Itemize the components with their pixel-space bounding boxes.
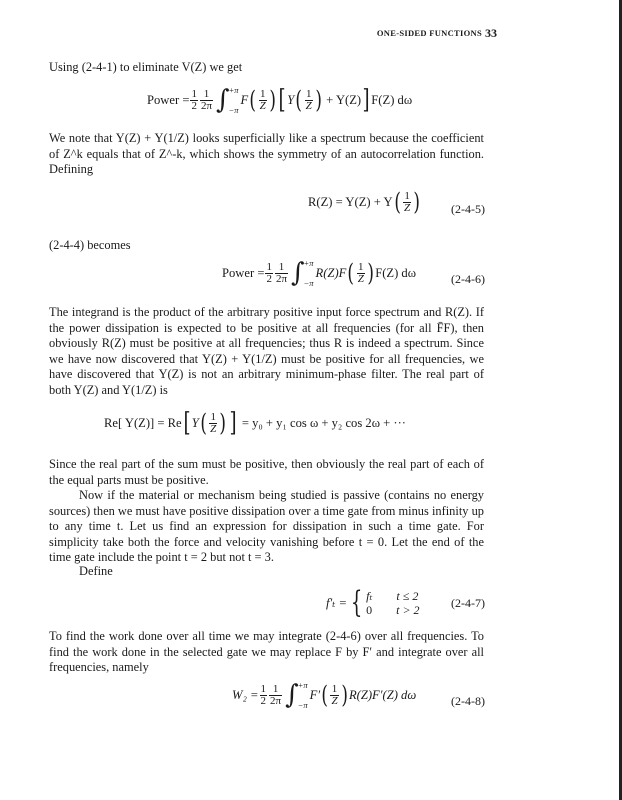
eq1-integral: ∫ +π −π xyxy=(216,85,239,115)
eq1-F: F xyxy=(240,92,249,107)
paragraph-1: Using (2-4-1) to eliminate V(Z) we get xyxy=(49,60,243,74)
paragraph-4: The integrand is the product of the arbitrary positive input force spectrum and R(Z). If the power dissipation is expected to be positive at all frequencies (for all F̄F), then obviously R(Z) must be positive at all frequencies; thus R is indeed a spectrum. Since we have now discovered that Y(Z) + Y(1/Z) must be positive for all frequencies, we have discovered that Y(Z) is not an arbitrary minimum-phase filter. The real part of both Y(Z) and Y(1/Z) is xyxy=(49,305,484,397)
equation-2-4-7 xyxy=(326,585,420,620)
paragraph-6: Now if the material or mechanism being studied is passive (contains no energy sources) then we must have positive dissipation over a time gate from minus infinity up to any time t. Let us find an expression for dissipation in such a time gate. For simplicity take both the force and velocity vanishing before t = 0. Let the end of the time gate include the point t = 2 but not t = 3. xyxy=(49,488,484,565)
eq247-cases: { fₜ t ≤ 2 0 t > 2 xyxy=(350,585,420,620)
eq1-frac-a: $\frac{1}{2}$ xyxy=(191,87,197,112)
eq245-lhs: R(Z) = Y(Z) + Y xyxy=(308,194,393,209)
paragraph-2: We note that Y(Z) + Y(1/Z) looks superficially like a spectrum because the coefficient of Z^k equals that of Z^-k, which shows the symmetry of an autocorrelation function. Defining xyxy=(49,131,484,177)
equation-2-4-8: W₂ = $\frac{1}{2}$ $\frac{1}{2\pi}$ ∫ +π −π F′ ( $\frac{1}{Z}$ ) R(Z)F′(Z) dω xyxy=(232,680,417,710)
eq247-lhs: f′ₜ = xyxy=(326,596,348,610)
equation-real-part: Re[ Y(Z)] = Re [ Y ( $\frac{1}{Z}$ ) ] = y₀ + y₁ cos ω + y₂ cos 2ω + ··· xyxy=(104,408,406,438)
eq1-Y: Y xyxy=(287,92,295,107)
paragraph-5: Since the real part of the sum must be positive, then obviously the real part of each of the equal parts must be positive. xyxy=(49,457,484,487)
paragraph-7: Define xyxy=(79,564,113,578)
equation-2-4-6: Power = $\frac{1}{2}$ $\frac{1}{2\pi}$ ∫ +π −π R(Z)F ( $\frac{1}{Z}$ ) F(Z) dω xyxy=(222,258,417,288)
eq248-lhs: W₂ = xyxy=(232,687,259,702)
eq1-tail: F(Z) dω xyxy=(371,92,413,107)
eq-number-2-4-7: (2-4-7) xyxy=(451,596,485,610)
eq246-integral: ∫ +π −π xyxy=(291,258,314,288)
eq1-lhs: Power = xyxy=(147,92,190,107)
eqre-rhs: = y₀ + y₁ cos ω + y₂ cos 2ω + ··· xyxy=(241,415,406,430)
running-title: ONE-SIDED FUNCTIONS xyxy=(376,28,482,38)
eq-number-2-4-8: (2-4-8) xyxy=(451,694,485,708)
eq248-integral: ∫ +π −π xyxy=(285,680,308,710)
page-number: 33 xyxy=(485,26,497,40)
eqre-Y: Y xyxy=(191,415,199,430)
paragraph-3: (2-4-4) becomes xyxy=(49,238,131,252)
eq246-tail: F(Z) dω xyxy=(375,265,417,280)
eq1-plus-y: + Y(Z) xyxy=(326,92,362,107)
eqre-lhs: Re[ Y(Z)] = Re xyxy=(104,415,182,430)
eq1-frac-b: $\frac{1}{2\pi}$ xyxy=(200,87,212,112)
eq248-F: F′ xyxy=(309,687,321,702)
eq-number-2-4-6: (2-4-6) xyxy=(451,272,485,286)
eq246-lhs: Power = xyxy=(222,265,265,280)
equation-2-4-5: R(Z) = Y(Z) + Y ( $\frac{1}{Z}$ ) xyxy=(308,188,421,216)
paragraph-8: To find the work done over all time we may integrate (2-4-6) over all frequencies. To find the work done in the selected gate we may replace F by F′ and integrate over all frequencies, namely xyxy=(49,629,484,675)
eq246-mid: R(Z)F xyxy=(315,265,347,280)
eq248-tail: R(Z)F′(Z) dω xyxy=(348,687,417,702)
equation-power-1: Power = $\frac{1}{2}$ $\frac{1}{2\pi}$ ∫ +π −π F ( $\frac{1}{Z}$ ) [ Y ( $\frac{1}{Z}$ ) + Y(Z) ] F(Z) dω xyxy=(147,85,413,115)
eq-number-2-4-5: (2-4-5) xyxy=(451,202,485,216)
